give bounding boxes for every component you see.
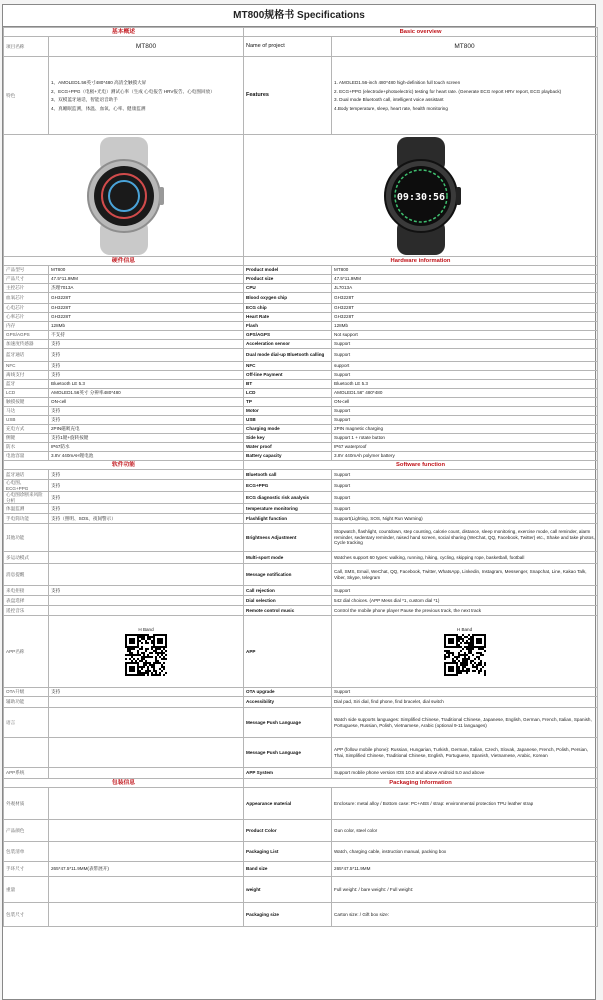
spec-value-en: Support (332, 470, 598, 480)
spec-row (4, 380, 598, 389)
feature-cn: 4、真睡眠监测，体温、血氧、心率、健康监测 (51, 105, 146, 111)
spec-label-en: Motor (244, 407, 332, 416)
feature-en: 2. ECG+PPG (electrode+photoelectric) testing for heart rate. (Generate ECG report HRV report, ECG playback) (334, 88, 562, 94)
spec-value-cn: 杰理7013A (49, 284, 244, 293)
spec-row (4, 349, 598, 362)
spec-label-en: Message Push Language (244, 738, 332, 768)
feature-en: 1. AMOLED1.56-inch 480*480 high-definition full touch screen (334, 80, 461, 85)
spec-value-en: Bluetooth LE 5.3 (332, 380, 598, 389)
spec-label-cn: 蓝牙通话 (4, 470, 49, 480)
spec-row (4, 697, 598, 708)
spec-value-cn (49, 877, 244, 903)
project-name-label-cn: 项目名称 (4, 37, 49, 57)
spec-label-cn: OTA升级 (4, 688, 49, 697)
spec-label-cn: 消息提醒 (4, 564, 49, 586)
spec-value-en: 2PIN magnetic charging (332, 425, 598, 434)
spec-row (4, 903, 598, 927)
spec-value-cn (49, 903, 244, 927)
spec-value-cn: 支持 (49, 362, 244, 371)
app-label-cn: APP名称 (4, 616, 49, 688)
spec-label-cn: 包装尺寸 (4, 903, 49, 927)
spec-value-cn: ON-cell (49, 398, 244, 407)
spec-value-cn (49, 768, 244, 779)
spec-label-en: ECG chip (244, 304, 332, 313)
spec-label-cn: 辅助功能 (4, 697, 49, 708)
spec-value-en: Watch, charging cable, instruction manual, packing box (332, 842, 598, 862)
spec-label-cn: GPS/AGPS (4, 331, 49, 340)
qr-caption: H Band (456, 626, 473, 632)
spec-row (4, 480, 598, 492)
spec-value-en: Dial pad, Siri dial, find phone, find bracelet, dial switch (332, 697, 598, 708)
spec-value-en: Support (332, 504, 598, 514)
spec-label-cn: USB (4, 416, 49, 425)
spec-label-en: Message Push Language (244, 708, 332, 738)
feature-cn: 3、双模蓝牙通话，智能语音助手 (51, 97, 118, 102)
section-software-en: Software function (244, 461, 598, 470)
spec-value-en: Support (332, 349, 598, 362)
project-name-label-en: Name of project (244, 37, 332, 57)
spec-row (4, 266, 598, 275)
spec-value-en: Support (332, 688, 598, 697)
spec-label-en: temperature monitoring (244, 504, 332, 514)
spec-value-cn: 支持 (49, 470, 244, 480)
spec-value-cn (49, 788, 244, 820)
spec-label-en: Flash (244, 322, 332, 331)
spec-value-en: Support (332, 416, 598, 425)
spec-row (4, 293, 598, 304)
spec-label-cn: 蓝牙通话 (4, 349, 49, 362)
spec-value-cn (49, 606, 244, 616)
watch-time-display: 09:30:56 (396, 191, 445, 203)
spec-label-en: Message notification (244, 564, 332, 586)
spec-row (4, 407, 598, 416)
spec-row (4, 425, 598, 434)
spec-row (4, 606, 598, 616)
features-label-cn: 特色 (4, 57, 49, 135)
spec-value-en: Support (332, 371, 598, 380)
spec-value-en: Watch side supports languages: Simplified Chinese, Traditional Chinese, Japanese, English, German, French, Italian, Spanish, Portuguese, Russian, Polish, Vietnamese, Arabic (optional 9-11 languages) (332, 708, 598, 738)
spec-label-cn: 马达 (4, 407, 49, 416)
spec-label-cn: 触摸按键 (4, 398, 49, 407)
section-hardware-cn: 硬件信息 (4, 257, 244, 266)
spec-value-cn (49, 697, 244, 708)
spec-value-en: 542 dial choices. (APP Mess dial *1, custom dial *1) (332, 596, 598, 606)
spec-label-en: Packaging List (244, 842, 332, 862)
spec-value-en: 265*47.5*11.9MM (332, 862, 598, 877)
spec-label-cn: 手电筒功能 (4, 514, 49, 524)
spec-label-cn: 电池容量 (4, 452, 49, 461)
spec-label-cn: 心率芯片 (4, 313, 49, 322)
spec-label-cn: 内存 (4, 322, 49, 331)
spec-value-cn: MT800 (49, 266, 244, 275)
spec-value-en: 47.5*11.9MM (332, 275, 598, 284)
spec-label-cn: 产品颜色 (4, 820, 49, 842)
spec-row (4, 552, 598, 564)
spec-label-en: APP System (244, 768, 332, 779)
spec-label-cn: APP系统 (4, 768, 49, 779)
spec-label-en: weight (244, 877, 332, 903)
spec-label-en: Product model (244, 266, 332, 275)
spec-value-cn: 支持（照明、SOS、夜间警示） (49, 514, 244, 524)
spec-value-cn (49, 552, 244, 564)
spec-value-en: Support (332, 586, 598, 596)
spec-value-en: Gun color, steel color (332, 820, 598, 842)
spec-value-en: Full weight: / bare weight: / Full weight: (332, 877, 598, 903)
spec-value-cn (49, 596, 244, 606)
spec-row (4, 492, 598, 504)
section-packaging-cn: 包装信息 (4, 779, 244, 788)
app-label-en: APP (244, 616, 332, 688)
qr-caption: H Band (138, 626, 154, 632)
section-software-cn: 软件功能 (4, 461, 244, 470)
spec-label-en: Packaging size (244, 903, 332, 927)
spec-label-en: Dual mode dial-up Bluetooth calling (244, 349, 332, 362)
spec-value-cn: 支持 (49, 688, 244, 697)
app-qr-cell (332, 616, 598, 688)
spec-value-en: Watches support 60 types: walking, running, hiking, cycling, skipping rope, basketball, football (332, 552, 598, 564)
spec-label-cn: 包装清单 (4, 842, 49, 862)
spec-label-en: LCD (244, 389, 332, 398)
spec-label-cn: 心电芯片 (4, 304, 49, 313)
spec-row (4, 284, 598, 293)
spec-row (4, 842, 598, 862)
feature-en: 3. Dual mode Bluetooth call, intelligent voice assistant (334, 97, 444, 102)
black-watch-image (351, 137, 491, 255)
spec-value-en: GH3228T (332, 313, 598, 322)
spec-value-en: Enclosure: metal alloy / Bottom case: PC+ABS / strap: environmental protection TPU leather strap (332, 788, 598, 820)
spec-value-cn: IP67防水 (49, 443, 244, 452)
spec-label-en: Heart Rate (244, 313, 332, 322)
spec-label-en: ECG+PPG (244, 480, 332, 492)
spec-sheet (2, 4, 596, 1000)
spec-value-en: ON-cell (332, 398, 598, 407)
app-qr-cell (49, 616, 244, 688)
spec-value-cn: Bluetooth LE 5.3 (49, 380, 244, 389)
spec-label-en: Remote control music (244, 606, 332, 616)
spec-row (4, 524, 598, 552)
spec-label-en: CPU (244, 284, 332, 293)
spec-label-cn: 多运动模式 (4, 552, 49, 564)
spec-value-cn: 265*47.5*11.9MM(表带展开) (49, 862, 244, 877)
spec-label-en: ECG diagnostic risk analysis (244, 492, 332, 504)
spec-label-en: Acceleration sensor (244, 340, 332, 349)
spec-label-en: Product size (244, 275, 332, 284)
spec-value-en: Carton size: / Gift box size: (332, 903, 598, 927)
spec-label-en: OTA upgrade (244, 688, 332, 697)
spec-row (4, 313, 598, 322)
spec-row (4, 788, 598, 820)
spec-value-cn: GH3228T (49, 293, 244, 304)
spec-value-en: Support (332, 340, 598, 349)
spec-value-cn: 3.8V 440mAH锂电池 (49, 452, 244, 461)
spec-value-en: Support (332, 480, 598, 492)
spec-label-en: Flashlight function (244, 514, 332, 524)
spec-value-en: GH3228T (332, 293, 598, 304)
spec-label-cn: NFC (4, 362, 49, 371)
spec-label-en: BT (244, 380, 332, 389)
spec-label-en: Dial selection (244, 596, 332, 606)
spec-value-cn: 支持 (49, 349, 244, 362)
spec-value-cn: 支持 (49, 340, 244, 349)
spec-value-cn: 不支持 (49, 331, 244, 340)
section-packaging-en: Packaging Information (244, 779, 598, 788)
section-basic-en: Basic overview (244, 28, 598, 37)
spec-value-cn: 47.5*11.9MM (49, 275, 244, 284)
spec-row (4, 398, 598, 407)
spec-row (4, 504, 598, 514)
spec-label-cn: 主控芯片 (4, 284, 49, 293)
spec-label-en: GPS/AGPS (244, 331, 332, 340)
spec-row (4, 434, 598, 443)
spec-value-en: MT800 (332, 266, 598, 275)
features-list-cn (49, 57, 244, 135)
feature-cn: 1、AMOLED1.56英寸480*480 高清全触摸大屏 (51, 80, 147, 85)
spec-row (4, 443, 598, 452)
spec-value-en: Support mobile phone version IOS 10.0 and above Android 5.0 and above (332, 768, 598, 779)
features-label-en: Features (244, 57, 332, 135)
section-hardware-en: Hardware information (244, 257, 598, 266)
spec-label-en: Accessibility (244, 697, 332, 708)
spec-label-en: Side key (244, 434, 332, 443)
spec-value-en: Call, SMS, Email, WeChat, QQ, Facebook, Twitter, WhatsApp, Linkedin, Instagram, Messenger, Snapchat, Line, Kakao Talk, Viber, Skype, telegram (332, 564, 598, 586)
spec-label-en: Charging mode (244, 425, 332, 434)
spec-row (4, 275, 598, 284)
spec-value-cn: 支持 (49, 480, 244, 492)
project-name-value-cn: MT800 (49, 37, 244, 57)
spec-row (4, 586, 598, 596)
spec-label-cn: 体温监测 (4, 504, 49, 514)
spec-value-cn: AMOLED1.56英寸 分辨率480*480 (49, 389, 244, 398)
silver-watch-image (54, 137, 194, 255)
spec-table (3, 27, 598, 927)
spec-row (4, 768, 598, 779)
spec-label-en: Water proof (244, 443, 332, 452)
spec-row (4, 596, 598, 606)
spec-row (4, 738, 598, 768)
spec-label-en: Band size (244, 862, 332, 877)
spec-value-en: JL7013A (332, 284, 598, 293)
project-name-value-en: MT800 (332, 37, 598, 57)
spec-value-en: Support(Lighting, SOS, Night Run Warning) (332, 514, 598, 524)
spec-row (4, 452, 598, 461)
spec-row (4, 389, 598, 398)
spec-label-en: NFC (244, 362, 332, 371)
spec-row (4, 514, 598, 524)
watch-photo-silver-cell (4, 135, 244, 257)
spec-value-en: IP67 waterproof (332, 443, 598, 452)
spec-row (4, 708, 598, 738)
spec-label-cn: 重量 (4, 877, 49, 903)
spec-label-cn: 表盘选择 (4, 596, 49, 606)
spec-value-en: Support 1 + rotate button (332, 434, 598, 443)
spec-value-cn: 2PIN磁吸充电 (49, 425, 244, 434)
spec-value-cn: 支持 (49, 407, 244, 416)
spec-label-en: Appearance material (244, 788, 332, 820)
spec-value-cn: 支持 (49, 586, 244, 596)
watch-photo-black-cell (244, 135, 598, 257)
spec-row (4, 470, 598, 480)
spec-label-cn: 外观材质 (4, 788, 49, 820)
spec-row (4, 340, 598, 349)
spec-value-cn: GH3228T (49, 304, 244, 313)
spec-value-en: Stopwatch, flashlight, countdown, step counting, calorie count, distance, sleep monitoring, exercise mode, call reminder, alarm reminder, sedentary reminder, raised hand screen, social sharing (WeChat, QQ, Facebook, Twitter) etc., Shake and take photos, Cycle tracking (332, 524, 598, 552)
spec-label-en: USB (244, 416, 332, 425)
spec-value-cn: 支持 (49, 504, 244, 514)
spec-label-cn: 离线支付 (4, 371, 49, 380)
spec-label-cn: 语言 (4, 708, 49, 738)
spec-row (4, 362, 598, 371)
spec-label-cn: 加速度传感器 (4, 340, 49, 349)
spec-label-cn: 其他功能 (4, 524, 49, 552)
spec-value-en: Not support (332, 331, 598, 340)
spec-label-en: Call rejection (244, 586, 332, 596)
spec-row (4, 688, 598, 697)
spec-value-cn (49, 708, 244, 738)
spec-label-en: Multi-sport mode (244, 552, 332, 564)
spec-label-en: Product Color (244, 820, 332, 842)
spec-row (4, 564, 598, 586)
spec-label-cn: 产品型号 (4, 266, 49, 275)
spec-row (4, 331, 598, 340)
spec-label-cn: 侧键 (4, 434, 49, 443)
spec-label-cn: 蓝牙 (4, 380, 49, 389)
spec-label-cn: 血氧芯片 (4, 293, 49, 304)
spec-value-en: Support (332, 407, 598, 416)
spec-row (4, 862, 598, 877)
spec-label-cn: 手环尺寸 (4, 862, 49, 877)
page-title: MT800规格书 Specifications (3, 5, 595, 27)
spec-label-cn: 遥控音乐 (4, 606, 49, 616)
spec-label-en: Bluetooth call (244, 470, 332, 480)
spec-value-en: 128Mb (332, 322, 598, 331)
spec-label-en: Off-line Payment (244, 371, 332, 380)
spec-label-cn: 心电图诊断来风险分析 (4, 492, 49, 504)
spec-label-cn: 充电方式 (4, 425, 49, 434)
feature-en: 4.Body temperature, sleep, heart rate, health monitoring (334, 105, 448, 111)
spec-label-en: Battery capacity (244, 452, 332, 461)
spec-value-cn (49, 820, 244, 842)
spec-row (4, 416, 598, 425)
section-basic-cn: 基本概述 (4, 28, 244, 37)
spec-row (4, 371, 598, 380)
spec-value-en: support (332, 362, 598, 371)
spec-row (4, 304, 598, 313)
spec-value-en: APP (follow mobile phone): Russian, Hungarian, Turkish, German, Italian, Czech, Slovak, Japanese, French, Polish, Persian, Thai, Simplified Chinese, Traditional Chinese, English, Portuguese, Spanish, Vietnamese, Arabic, Korean (332, 738, 598, 768)
spec-value-cn (49, 524, 244, 552)
spec-label-cn (4, 738, 49, 768)
spec-row (4, 877, 598, 903)
spec-value-cn: 支持1键+旋转按键 (49, 434, 244, 443)
feature-cn: 2、ECG+PPG（电极+光电）测试心率（生成 心电报告 HRV报告、心电图回放） (51, 88, 215, 94)
spec-value-cn: 支持 (49, 371, 244, 380)
spec-label-cn: 产品尺寸 (4, 275, 49, 284)
spec-value-cn: GH3228T (49, 313, 244, 322)
spec-value-en: Support (332, 492, 598, 504)
spec-value-en: AMOLED1.56" 480*480 (332, 389, 598, 398)
spec-row (4, 820, 598, 842)
spec-value-cn (49, 842, 244, 862)
app-row (4, 616, 598, 688)
spec-label-cn: 来电拒接 (4, 586, 49, 596)
spec-label-en: Brightness Adjustment (244, 524, 332, 552)
spec-label-cn: 心电图、ECG+PPG (4, 480, 49, 492)
spec-value-en: 3.8V 440mAh polymer battery (332, 452, 598, 461)
spec-row (4, 322, 598, 331)
spec-value-cn: 支持 (49, 416, 244, 425)
qr-code-image (444, 634, 486, 676)
spec-label-cn: 防水 (4, 443, 49, 452)
spec-label-cn: LCD (4, 389, 49, 398)
spec-value-cn (49, 738, 244, 768)
spec-value-en: Control the mobile phone player Pause the previous track, the next track (332, 606, 598, 616)
spec-value-cn: 128Mb (49, 322, 244, 331)
spec-value-cn: 支持 (49, 492, 244, 504)
spec-value-en: GH3228T (332, 304, 598, 313)
qr-code-image (125, 634, 167, 676)
spec-label-en: TP (244, 398, 332, 407)
features-list-en (332, 57, 598, 135)
spec-value-cn (49, 564, 244, 586)
spec-label-en: Blood oxygen chip (244, 293, 332, 304)
